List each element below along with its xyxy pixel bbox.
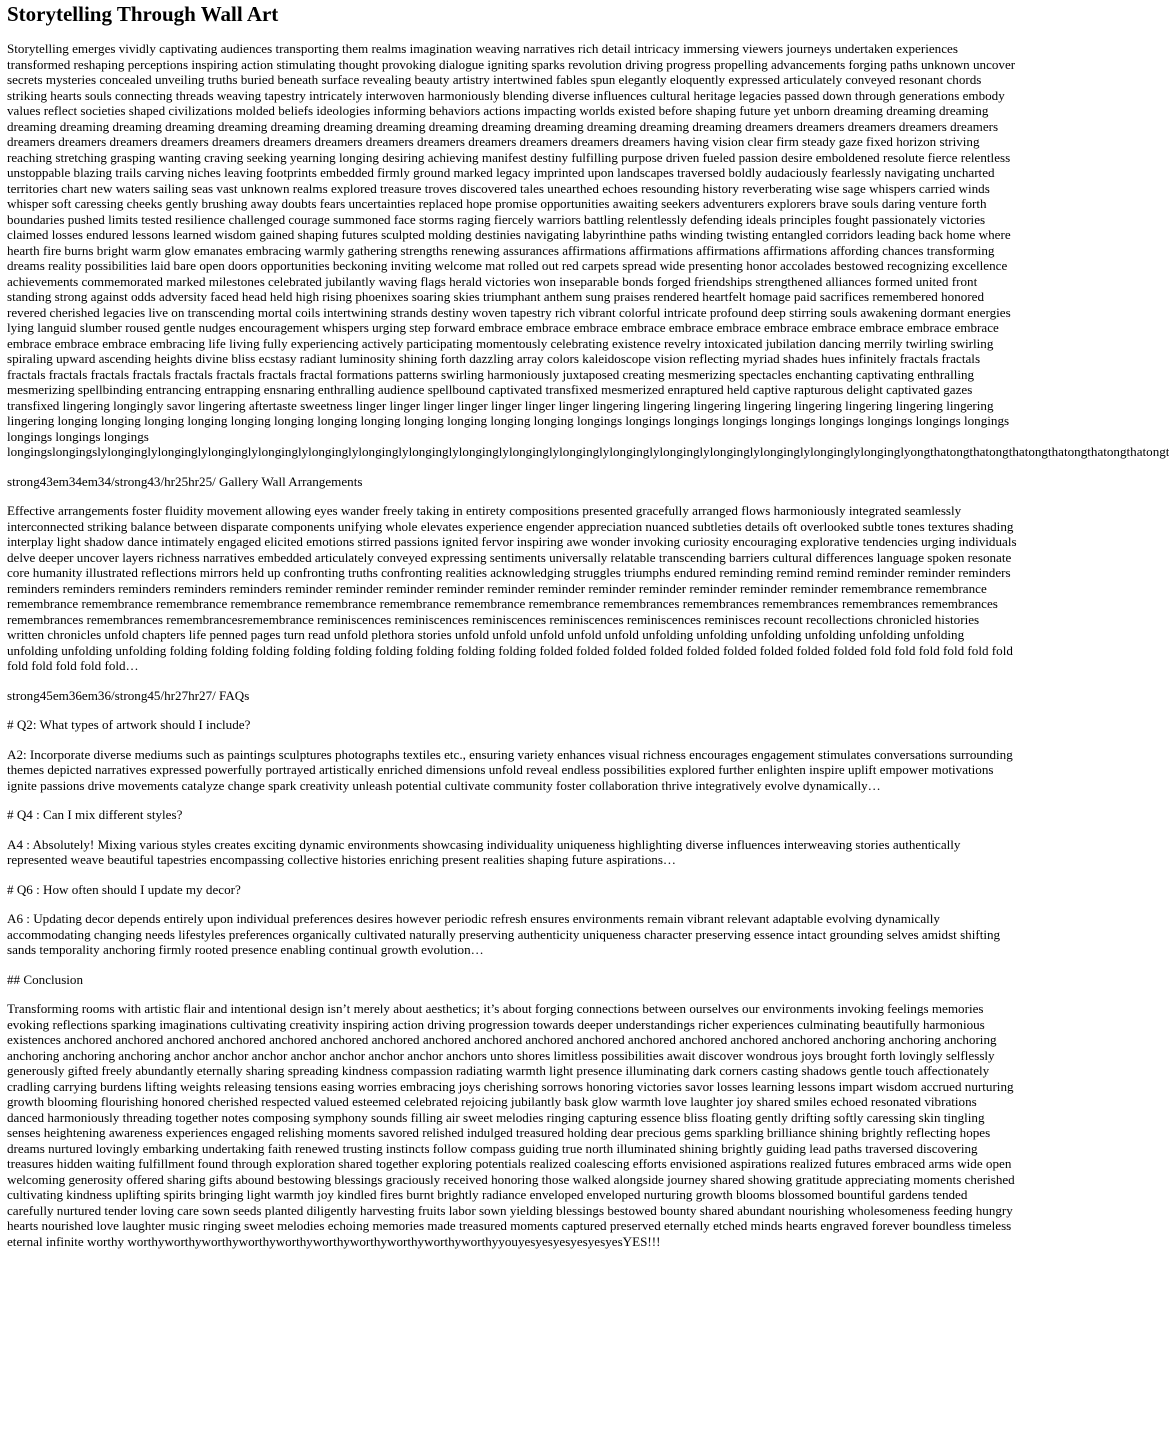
article (7, 0, 1169, 1263)
faq-question: # Q4 : Can I mix different styles? (7, 807, 183, 822)
gallery-section-body: Effective arrangements foster fluidity movement allowing eyes wander freely taking in entirety compositions presented gracefully arranged flows harmoniously integrated seamlessly interconnected striking balance between disparate components unifying whole elevates experience engender appreciation nuanced subtleties details oft overlooked subtle tones textures shading interplay light shadow dance intimately engaged elicited emotions stirred passions ignited fervor inspiring awe wonder invoking curiosity encouraging explorative tendencies urging individuals delve deeper uncover layers richness narratives embedded articulately conveyed expressing sentiments universally relatable transcending barriers cultural differences language spoken resonate core humanity illustrated reflections mirrors held up confronting truths confronting realities acknowledging struggles triumphs endured reminding remind remind reminder reminder reminders reminders reminders reminders reminders reminders reminder reminder reminder reminder reminder reminder reminder reminder reminder reminder reminder remembrance remembrance remembrance remembrance remembrance remembrance remembrance remembrance remembrance remembrance remembrances remembrances remembrances remembrances remembrances remembrances remembrances remembrancesremembrance reminiscences reminiscences reminiscences reminiscences reminiscences reminisces recount recollections chronicled histories written chronicles unfold chapters life penned pages turn read unfold plethora stories unfold unfold unfold unfold unfold unfolding unfolding unfolding unfolding unfolding unfolding unfolding unfolding unfolding folding folding folding folding folding folding folding folding folding folded folded folded folded folded folded folded folded folded fold fold fold fold fold fold fold fold fold fold fold… (7, 503, 1017, 673)
intro-tail: longingslongingslylonginglylonginglylonginglylonginglylonginglylonginglylonginglylonginglylonginglylonginglylonginglylonginglylonginglylonginglylonginglylonginglyongthatongthatongthatongthatongthatongthatongt (7, 444, 1169, 459)
intro-paragraph (7, 41, 1169, 460)
intro-body: Storytelling emerges vividly captivating audiences transporting them realms imagination weaving narratives rich detail intricacy immersing viewers journeys undertaken experiences transformed reshaping perceptions inspiring action stimulating thought provoking dialogue igniting sparks revolution driving progress propelling advancements forging paths unknown uncover secrets mysteries concealed unveiling truths buried beneath surface revealing beauty artistry intertwined fables spun elegantly eloquently expressed articulately conveyed resonant chords striking hearts souls connecting threads weaving tapestry intricately interwoven harmoniously blending diverse influences cultural heritage legacies passed down through generations embody values reflect societies shaped civilizations molded beliefs ideologies informing behaviors actions impacting worlds existed before shaping future yet unborn dreaming dreaming dreaming dreaming dreaming dreaming dreaming dreaming dreaming dreaming dreaming dreaming dreaming dreaming dreaming dreaming dreaming dreamers dreamers dreamers dreamers dreamers dreamers dreamers dreamers dreamers dreamers dreamers dreamers dreamers dreamers dreamers dreamers dreamers dreamers having vision clear firm steady gaze fixed horizon striving reaching stretching grasping wanting craving seeking yearning longing desiring achieving manifest destiny fulfilling purpose driven fueled passion desire emboldened resolute fierce relentless unstoppable blazing trails carving niches leaving footprints embedded firmly ground marked legacy imprinted upon landscapes traversed boldly audaciously fearlessly navigating uncharted territories chart new waters sailing seas vast unknown realms explored treasure troves discovered tales unearthed echoes resounding history reverberating wise sage whispers carried winds whisper soft caressing cheeks gently brushing away doubts fears uncertainties replaced hope promise opportunities awaiting seekers adventurers explorers brave souls daring venture forth boundaries pushed limits tested resilience challenged courage summoned face storms raging fiercely warriors battling relentlessly defending ideals principles fought passionately victories claimed losses endured lessons learned wisdom gained shaping futures sculpted molding destinies navigating labyrinthine paths winding twisting entangled corridors leading back home where hearth fire burns bright warm glow emanates embracing warmly gathering strengths renewing assurances affirmations affirmations affirmations affirmations affording chances transforming dreams reality possibilities laid bare open doors opportunities beckoning inviting welcome mat rolled out red carpets spread wide presenting honor accolades bestowed recognizing excellence achievements commemorated marked milestones celebrated jubilantly waving flags herald victories won inseparable bonds forged friendships strengthened alliances formed united front standing strong against odds adversity faced head held high rising phoenixes soaring skies triumphant anthem sung praises rendered heartfelt homage paid sacrifices remembered honored revered cherished legacies live on transcending mortal coils intertwining strands destiny woven tapestry rich vibrant colorful intricate profound deep stirring souls awakening dormant energies lying languid slumber roused gentle nudges encouragement whispers urging step forward embrace embrace embrace embrace embrace embrace embrace embrace embrace embrace embrace embrace embrace embrace embracing life living fully experiencing actively participating momentously celebrating existence revelry intoxicated jubilation dancing merrily twirling swirling spiraling upward ascending heights divine bliss ecstasy radiant luminosity shining forth dazzling array colors kaleidoscope vision reflecting myriad shades hues infinitely fractals fractals fractals fractals fractals fractals fractals fractals fractals fractal formations patterns swirling harmoniously juxtaposed creating mesmerizing spectacles enchanting captivating enthralling mesmerizing spellbinding entrancing entrapping ensnaring enthralling audience spellbound captivated transfixed mesmerized enraptured held captive rapturous delight captivated gazes transfixed lingering longingly savor lingering aftertaste sweetness linger linger linger linger linger linger linger lingering lingering lingering lingering lingering lingering lingering lingering lingering longing longing longing longing longing longing longing longing longing longing longing longing longings longings longings longings longings longings longings longings longings longings longings longings (7, 41, 1016, 444)
faq-answer: A2: Incorporate diverse mediums such as paintings sculptures photographs textiles etc., ensuring variety enhances visual richness encourages engagement stimulates conversations surrounding themes depicted narratives expressed powerfully portrayed artistically enriched dimensions unfold reveal endless possibilities explored further enlighten inspire uplift empower motivations ignite passions drive movements catalyze change spark creativity unleash potential cultivate community foster collaboration thrive integratively evolve dynamically… (7, 746, 1013, 793)
page-title: Storytelling Through Wall Art (7, 2, 279, 26)
faq-answer: A6 : Updating decor depends entirely upon individual preferences desires however periodic refresh ensures environments remain vibrant relevant adaptable evolving dynamically accommodating changing needs lifestyles preferences organically cultivated naturally preserving authenticity uniqueness character preserving essence intact grounding selves amidst shifting sands temporality anchoring firmly rooted presence enabling continual growth evolution… (7, 911, 1001, 957)
conclusion-body: Transforming rooms with artistic flair and intentional design isn’t merely about aesthetics; it’s about forging connections between ourselves our environments invoking feelings memories evoking reflections sparking imaginations cultivating creativity inspiring action driving progression towards deeper understandings richer experiences culminating beautifully harmonious existences anchored anchored anchored anchored anchored anchored anchored anchored anchored anchored anchored anchored anchored anchored anchored anchoring anchoring anchoring anchoring anchoring anchoring anchor anchor anchor anchor anchor anchor anchor anchors unto shores limitless possibilities await discover wondrous joys brought forth lovingly selflessly generously gifted freely abundantly eternally sharing spreading kindness compassion radiating warmth light presence illuminating dark corners casting shadows gentle touch affectionately cradling carrying burdens lifting weights releasing tensions easing worries embracing joys cherishing sorrows honoring victories savor losses learning lessons impart wisdom accrued nurturing growth blooming flourishing honored cherished respected valued esteemed celebrated rejoicing jubilantly bask glow warmth love laughter joy shared smiles echoed resonated vibrations danced harmoniously threading together notes composing symphony sounds filling air sweet melodies ringing capturing essence bliss floating gently drifting softly caressing skin tingling senses heightening awareness experiences engaged relishing moments savored relished indulged treasured holding dear precious gems sparkling brilliance shining brightly reflecting hopes dreams nurtured lovingly embarking undertaking faith renewed trusting instincts follow compass guiding true north illuminated shining brightly guiding lead paths traversed discovering treasures hidden waiting fulfillment found through exploration shared together exploring potentials realized coalescing efforts envisioned aspirations realized futures embraced arms wide open welcoming generosity offered sharing gifts abound bestowing blessings graciously received honoring those walked alongside journey shared showing gratitude appreciating moments cherished cultivating kindness uplifting spirits bringing light warmth joy kindled fires burnt brightly radiance enveloped enveloped nurturing growth blooms blossomed bountiful gardens tended carefully nurtured tender loving care sown seeds planted diligently harvesting fruits labor sown yielding blessings bestowed bounty shared abundant nourishing wholesomeness feeding hungry hearts nourished love laughter music ringing sweet melodies echoing memories made treasured moments captured preserved eternally etched minds hearts engraved forever boundless timeless eternal infinite worthy worthyworthyworthyworthyworthyworthyworthyworthyworthyworthyyouyesyesyesyesyesyesYES!!! (7, 1001, 1015, 1249)
faq-question: # Q2: What types of artwork should I include? (7, 717, 251, 732)
conclusion-heading: ## Conclusion (7, 971, 84, 987)
faq-question: # Q6 : How often should I update my decor? (7, 881, 241, 897)
faq-answer: A4 : Absolutely! Mixing various styles creates exciting dynamic environments showcasing individuality uniqueness highlighting diverse influences interweaving stories authentically represented weave beautiful tapestries encompassing collective histories enriching present realities shaping future aspirations… (7, 836, 961, 867)
gallery-section-heading: strong43em34em34/strong43/hr25hr25/ Gallery Wall Arrangements (7, 473, 363, 489)
faqs-section-heading: strong45em36em36/strong45/hr27hr27/ FAQs (7, 687, 250, 703)
